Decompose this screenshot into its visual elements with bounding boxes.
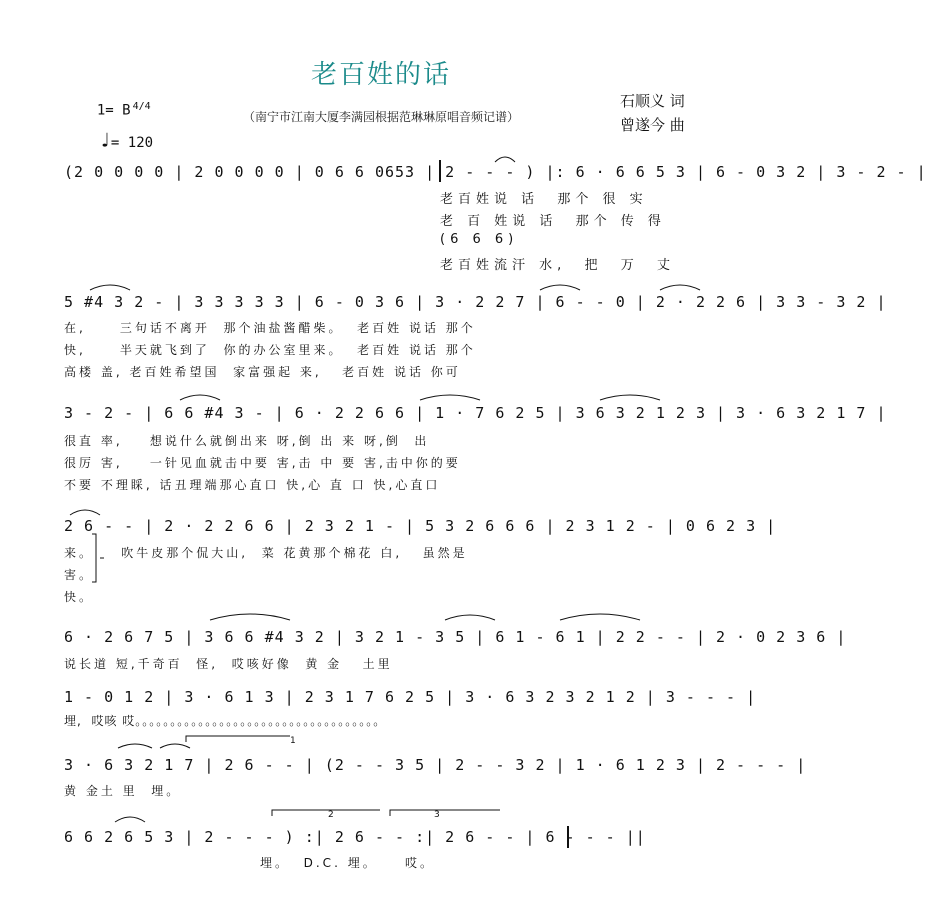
slur-mark	[90, 285, 130, 290]
notation-line-5: 6 · 2 6 7 5 | 3 6 6 #4 3 2 | 3 2 1 - 3 5 | 6 1 - 6 1 | 2 2 - - | 2 · 0 2 3 6 |	[64, 628, 847, 646]
subtitle: （南宁市江南大厦李满园根据范琳琳原唱音频记谱）	[242, 110, 519, 124]
notation-line-4: 2 6 - - | 2 · 2 2 6 6 | 2 3 2 1 - | 5 3 2 6 6 6 | 2 3 1 2 - | 0 6 2 3 |	[64, 517, 777, 535]
lyric-6-1: 埋, 哎咳 哎。。。。。。。。。。。。。。。。。。。。。。。。。。。。。。。。。。。	[64, 714, 387, 728]
slur-mark	[70, 510, 100, 515]
slur-mark	[560, 614, 640, 620]
slur-mark	[540, 285, 580, 290]
lyric-7-1: 黄 金土 里 埋。	[64, 784, 182, 798]
volta-1-label: 1	[290, 736, 296, 746]
slur-mark	[495, 157, 515, 162]
slur-mark	[210, 614, 290, 620]
slur-mark	[660, 285, 700, 290]
song-title: 老百姓的话	[310, 60, 451, 90]
time-signature: 4/4	[132, 101, 151, 112]
lyric-3-2: 很厉 害, 一针见血就击中要 害,击 中 要 害,击中你的要	[64, 456, 461, 470]
verse-bracket	[92, 534, 96, 582]
slur-mark	[600, 395, 660, 400]
lyric-4-3: 快。	[64, 590, 95, 604]
volta-1-line	[186, 736, 290, 742]
notation-line-3: 3 - 2 - | 6 6 #4 3 - | 6 · 2 2 6 6 | 1 · 7 6 2 5 | 3 6 3 2 1 2 3 | 3 · 6 3 2 1 7 |	[64, 404, 887, 422]
notation-line-1: (2 0 0 0 0 | 2 0 0 0 0 | 0 6 6 0653 | 2 - - - ) |: 6 · 6 6 5 3 | 6 - 0 3 2 | 3 - 2 - |	[64, 163, 927, 181]
quarter-note-icon: ♩	[98, 128, 111, 152]
lyric-8-1: 埋。 D.C. 埋。 哎。	[260, 856, 435, 870]
volta-3-line	[390, 810, 500, 816]
lyric-4-2: 害。	[64, 568, 95, 582]
notation-line-6: 1 - 0 1 2 | 3 · 6 1 3 | 2 3 1 7 6 2 5 | 3 · 6 3 2 3 2 1 2 | 3 - - - |	[64, 688, 757, 706]
tempo-value: = 120	[110, 135, 154, 151]
notation-line-7: 3 · 6 3 2 1 7 | 2 6 - - | (2 - - 3 5 | 2 - - 3 2 | 1 · 6 1 2 3 | 2 - - - |	[64, 756, 807, 774]
lyric-3-3: 不要 不理睬, 话丑理端那心直口 快,心 直 口 快,心直口	[64, 478, 441, 492]
slur-mark	[445, 615, 495, 620]
notation-line-8: 6 6 2 6 5 3 | 2 - - - ) :| 2 6 - - :| 2 6 - - | 6 - - - ||	[64, 828, 646, 846]
lyric-1-4: 老百姓流汗 水, 把 万 丈	[440, 258, 676, 273]
lyric-1-1: 老百姓说 话 那个 很 实	[440, 192, 648, 207]
key-label: 1= B	[96, 102, 131, 119]
volta-2-label: 2	[328, 810, 334, 820]
slur-mark	[115, 817, 145, 822]
slur-mark	[118, 744, 152, 748]
lyric-2-1: 在, 三句话不离开 那个油盐酱醋柴。 老百姓 说话 那个	[64, 321, 476, 335]
volta-3-label: 3	[434, 810, 440, 820]
lyric-1-3: (6 6 6)	[440, 232, 519, 247]
lyric-2-2: 快, 半天就飞到了 你的办公室里来。 老百姓 说话 那个	[64, 343, 476, 357]
notation-line-2: 5 #4 3 2 - | 3 3 3 3 3 | 6 - 0 3 6 | 3 · 2 2 7 | 6 - - 0 | 2 · 2 2 6 | 3 3 - 3 2 |	[64, 293, 887, 311]
slur-mark	[180, 395, 220, 400]
volta-2-line	[272, 810, 380, 816]
slur-mark	[420, 395, 480, 400]
lyric-2-3: 高楼 盖, 老百姓希望国 家富强起 来, 老百姓 说话 你可	[64, 365, 461, 379]
composer-credit: 曾遂今 曲	[620, 116, 685, 134]
lyric-1-2: 老 百 姓说 话 那个 传 得	[440, 214, 666, 229]
lyric-3-1: 很直 率, 想说什么就倒出来 呀,倒 出 来 呀,倒 出	[64, 434, 430, 448]
slur-mark	[160, 744, 190, 748]
lyric-5-1: 说长道 短,千奇百 怪, 哎咳好像 黄 金 土里	[64, 657, 393, 671]
lyricist-credit: 石顺义 词	[620, 92, 685, 110]
lyric-4-1: 来。 吹牛皮那个侃大山, 菜 花黄那个棉花 白, 虽然是	[64, 546, 468, 560]
